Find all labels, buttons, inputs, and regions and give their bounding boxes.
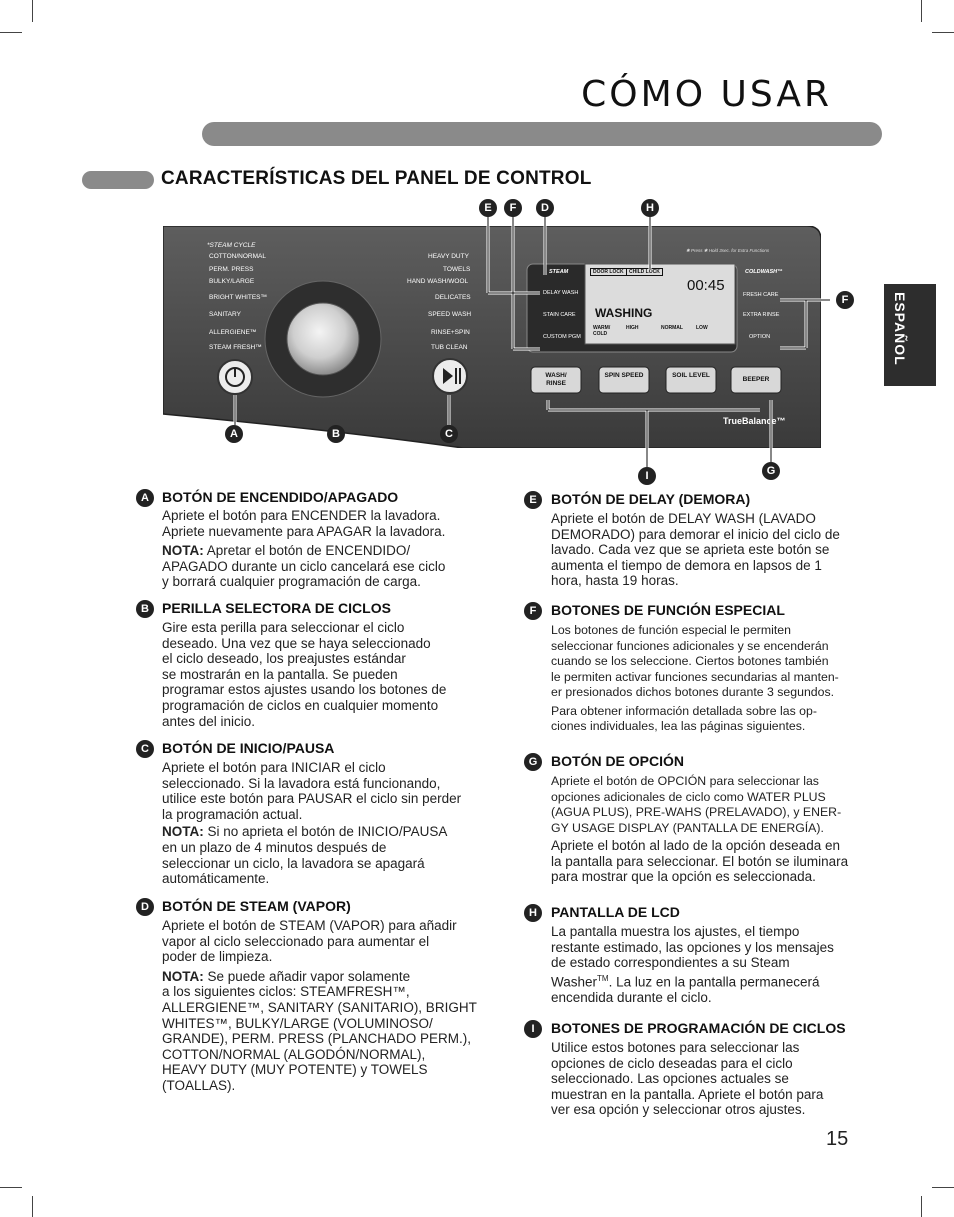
text-h: La pantalla muestra los ajustes, el tiempo restante estimado, las opciones y los mensajes de estado correspondientes a su Steam Washer™. La luz en la pantalla permanecerá encendida durante el ciclo.	[551, 924, 834, 1005]
badge-c: C	[136, 740, 154, 758]
callout-f-right: F	[836, 291, 854, 309]
delay-wash-button[interactable]: DELAY WASH	[543, 290, 579, 296]
coldwash-button[interactable]: COLDWASH™	[745, 269, 783, 275]
text-d: Apriete el botón de STEAM (VAPOR) para añadir vapor al ciclo seleccionado para aumentar el poder de limpieza. NOTA: Se puede añadir vapor solamente a los siguientes ciclos: STEAMFRESH™, ALLERGIENE™, SANITARY (SANITARIO), BRIGHT WHITES™, BULKY/LARGE (VOLUMINOSO/ GRANDE), PERM. PRESS (PLANCHADO PERM.), COTTON/NORMAL (ALGODÓN/NORMAL), HEAVY DUTY (MUY POTENTE) y TOWELS (TOALLAS).	[162, 918, 477, 1093]
text-c: Apriete el botón para INICIAR el ciclo seleccionado. Si la lavadora está funcionando, utilice este botón para PAUSAR el ciclo sin perder la programación actual. NOTA: Si no aprieta el botón de INICIO/PAUSA en un plazo de 4 minutos después de seleccionar un ciclo, la lavadora se apagará automáticamente.	[162, 760, 462, 887]
cycle-towels[interactable]: TOWELS	[443, 266, 471, 273]
beeper-button[interactable]: BEEPER	[742, 376, 770, 383]
cycle-bulky-large[interactable]: BULKY/LARGE	[209, 278, 255, 285]
badge-i: I	[524, 1020, 542, 1038]
text-f: Los botones de función especial le permiten seleccionar funciones adicionales y se encenderán cuando se los seleccione. Ciertos botones también le permiten activar funciones secundarias al manten- er presionados dichos botones durante 3 segundos. Para obtener información detallada sobre las op- ciones individuales, lea las páginas siguientes.	[551, 623, 839, 733]
callout-h: H	[641, 199, 659, 217]
cycle-tub-clean[interactable]: TUB CLEAN	[431, 344, 468, 351]
callout-b: B	[327, 425, 345, 443]
badge-d: D	[136, 898, 154, 916]
cycle-cotton-normal[interactable]: COTTON/NORMAL	[209, 253, 266, 260]
badge-g: G	[524, 753, 542, 771]
lcd-time: 00:45	[687, 277, 725, 294]
lcd-door-lock: DOOR LOCK	[590, 268, 627, 276]
heading-i: BOTONES DE PROGRAMACIÓN DE CICLOS	[551, 1020, 846, 1036]
cycle-bright-whites[interactable]: BRIGHT WHITES™	[209, 294, 268, 301]
callout-c: C	[440, 425, 458, 443]
heading-h: PANTALLA DE LCD	[551, 904, 680, 920]
text-g: Apriete el botón de OPCIÓN para seleccionar las opciones adicionales de ciclo como WATER PLUS (AGUA PLUS), PRE-WAHS (PRELAVADO), y ENER- GY USAGE DISPLAY (PANTALLA DE ENERGÍA).	[551, 774, 842, 835]
language-tab-label: ESPAÑOL	[892, 292, 908, 366]
badge-b: B	[136, 600, 154, 618]
heading-g: BOTÓN DE OPCIÓN	[551, 753, 685, 769]
option-button[interactable]: OPTION	[749, 334, 771, 340]
cycle-delicates[interactable]: DELICATES	[435, 294, 471, 301]
lcd-temp: WARM/ COLD	[593, 325, 611, 337]
cycle-allergiene[interactable]: ALLERGIENE™	[209, 329, 257, 336]
steam-button[interactable]: STEAM	[549, 269, 569, 275]
heading-a: BOTÓN DE ENCENDIDO/APAGADO	[162, 489, 399, 505]
page-number: 15	[826, 1128, 849, 1150]
badge-a: A	[136, 489, 154, 507]
soil-level-button[interactable]: SOIL LEVEL	[672, 372, 710, 379]
lcd-beeper: LOW	[696, 325, 708, 331]
lcd-child-lock: CHILD LOCK	[626, 268, 663, 276]
callout-d: D	[536, 199, 554, 217]
heading-c: BOTÓN DE INICIO/PAUSA	[162, 740, 335, 756]
custom-pgm-button[interactable]: CUSTOM PGM	[543, 334, 581, 340]
wash-rinse-button[interactable]: WASH/ RINSE	[545, 372, 567, 387]
text-a: Apriete el botón para ENCENDER la lavadora. Apriete nuevamente para APAGAR la lavadora. NOTA: Apretar el botón de ENCENDIDO/ APAGADO durante un ciclo cancelará ese ciclo y borrará cualquier programación de carga.	[162, 508, 446, 590]
extra-rinse-button[interactable]: EXTRA RINSE	[743, 312, 780, 318]
text-b: Gire esta perilla para seleccionar el ciclo deseado. Una vez que se haya seleccionado el ciclo deseado, los preajustes estándar se mostrarán en la pantalla. Se pueden programar estos ajustes usando los botones de programación de ciclos en cualquier momento antes del inicio.	[162, 620, 447, 729]
lcd-status: WASHING	[595, 306, 653, 320]
page-title: CÓMO USAR	[581, 74, 832, 115]
heading-d: BOTÓN DE STEAM (VAPOR)	[162, 898, 351, 914]
cycle-perm-press[interactable]: PERM. PRESS	[209, 266, 254, 273]
badge-e: E	[524, 491, 542, 509]
callout-e: E	[479, 199, 497, 217]
cycle-steam-fresh[interactable]: STEAM FRESH™	[209, 344, 262, 351]
cycle-rinse-spin[interactable]: RINSE+SPIN	[431, 329, 470, 336]
spin-speed-button[interactable]: SPIN SPEED	[604, 372, 644, 379]
cycle-sanitary[interactable]: SANITARY	[209, 311, 241, 318]
callout-f: F	[504, 199, 522, 217]
text-i: Utilice estos botones para seleccionar las opciones de ciclo deseadas para el ciclo seleccionado. Las opciones actuales se muestran en la pantalla. Apriete el botón para ver esa opción y seleccionar otros ajustes.	[551, 1040, 824, 1118]
text-e: Apriete el botón de DELAY WASH (LAVADO DEMORADO) para demorar el inicio del ciclo de lavado. Cada vez que se aprieta este botón se aumenta el tiempo de demora en lapsos de 1 hora, hasta 19 horas.	[551, 511, 840, 589]
callout-i: I	[638, 467, 656, 485]
cycle-speed-wash[interactable]: SPEED WASH	[428, 311, 472, 318]
badge-h: H	[524, 904, 542, 922]
panel-hint: ✱ Press ✱ Hold 3sec. for Extra Functions	[686, 248, 770, 253]
fresh-care-button[interactable]: FRESH CARE	[743, 292, 779, 298]
callout-g: G	[762, 462, 780, 480]
cycle-hand-wash-wool[interactable]: HAND WASH/WOOL	[407, 278, 469, 285]
stain-care-button[interactable]: STAIN CARE	[543, 312, 576, 318]
lcd-soil: NORMAL	[661, 325, 683, 331]
heading-b: PERILLA SELECTORA DE CICLOS	[162, 600, 391, 616]
brand-logo: TrueBalance™	[723, 416, 786, 426]
cycle-heavy-duty[interactable]: HEAVY DUTY	[428, 253, 469, 260]
text-g-2: Apriete el botón al lado de la opción deseada en la pantalla para seleccionar. El botón se iluminara para mostrar que la opción es seleccionada.	[551, 838, 849, 885]
steam-cycle-label: *STEAM CYCLE	[207, 242, 256, 249]
lcd-spin: HIGH	[626, 325, 639, 331]
heading-f: BOTONES DE FUNCIÓN ESPECIAL	[551, 602, 785, 618]
callout-a: A	[225, 425, 243, 443]
badge-f: F	[524, 602, 542, 620]
section-title: CARACTERÍSTICAS DEL PANEL DE CONTROL	[161, 168, 592, 189]
heading-e: BOTÓN DE DELAY (DEMORA)	[551, 491, 751, 507]
